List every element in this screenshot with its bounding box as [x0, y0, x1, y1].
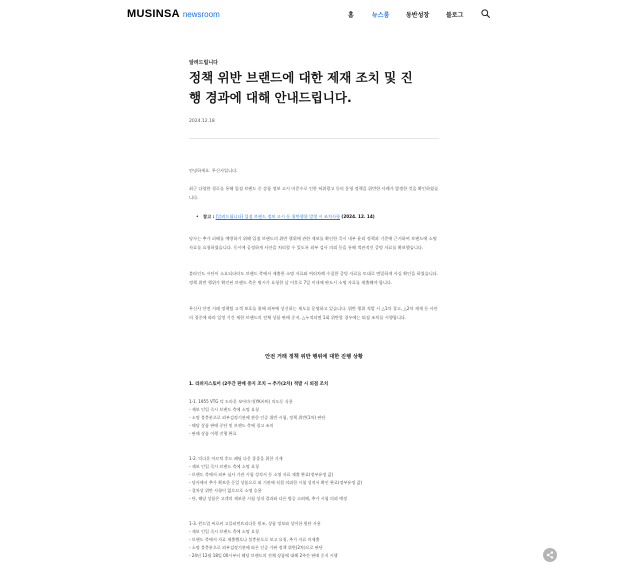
greeting-text: 안녕하세요. 무신사입니다. — [189, 168, 238, 173]
section-title: 안전 거래 정책 위반 행위에 대한 진행 상황 — [265, 354, 363, 360]
list-item: - 제보 인입 즉시 브랜드 측에 소명 요청 — [189, 464, 259, 469]
title-divider — [189, 138, 439, 139]
nav-blog[interactable]: 블로그 — [446, 12, 464, 19]
nav-home[interactable]: 홈 — [348, 12, 354, 19]
list-item: - 소명 불충분으로 외부검정기관에 따른 인증 가판 정책 위반(2차)으로 판단 — [189, 545, 323, 550]
list-item: - 브랜드 측에서 외부 심사 기관 시험 성적서 등 소명 자료 제출 완료(정부유정 값) — [189, 472, 334, 477]
list-item: - 브랜드 측에서 자료 제출했으나 불충분으로 보고 요청, 추가 자료 미제출 — [189, 537, 320, 542]
intro-paragraph: 최근 다양한 경로를 통해 입점 브랜드 중 상품 정보 고시 미준수로 인한 허위광고 등의 운영 정책을 위반한 사례가 발생한 것을 확인하였습니다. — [189, 186, 439, 200]
article-title-line2: 행 경과에 대해 안내드립니다. — [189, 90, 352, 105]
logo-sub-text: newsroom — [182, 10, 220, 19]
paragraph-3: 무신사 안전 거래 정책팀 고객 보호를 위해 외부에 상신하는 제도를 운영하고 있습니다. 위반 행위 적발 시 △1차 경고, △2차 제재 등 사안의 경중에 따라 일정 기간 제한 브랜드의 전체 상품 판매 중지, △누적되면 1회 위반할 경우에는 퇴점 조치를 시행합니다. — [189, 306, 438, 320]
list-item: - 절차상 위반 사항이 없으므로 소명 승용 — [189, 488, 262, 493]
reference-label: 참고 : — [203, 214, 215, 219]
share-icon — [546, 551, 554, 559]
list-item: - 제보 인입 즉시 브랜드 측에 소명 요청 — [189, 529, 259, 534]
list-item: 1-1. 1955 VTG 덕 드라운 보아마기(YK커버) 의도동 식용 — [189, 399, 293, 404]
share-button[interactable] — [543, 548, 557, 562]
case-group-2 — [189, 455, 439, 503]
search-icon[interactable] — [481, 9, 490, 18]
article-date: 2024.12.18 — [189, 119, 215, 124]
list-item: - 해당 상품 판매 중단 및 브랜드 측에 경고 조치 — [189, 423, 274, 428]
musinsa-newsroom-logo[interactable] — [127, 8, 220, 20]
nav-newsroom[interactable]: 뉴스룸 — [372, 12, 390, 19]
logo-main-text: MUSINSA — [127, 8, 180, 20]
list-item: 1-2. 덕다운 아르틱 후드 패딩 다운 종종을 위한 기재 — [189, 456, 283, 461]
reference-date: (2024. 12. 14) — [341, 214, 375, 219]
paragraph-1: 당사는 추가 피해를 예방하기 위해 입점 브랜드의 위반 행위에 관한 제보를 확인한 즉시 내부 윤리 정책과 기준에 근거하여 브랜드에 소명 자료를 요청하였습니다. 동시에 공정하게 사안을 처리할 수 있도록 외부 검사 의뢰 등을 통해 객관적인 증빙 자료를 확보했습니다. — [189, 236, 437, 250]
bullet-dot: • — [196, 214, 199, 219]
article-title — [189, 68, 439, 108]
case-group-3 — [189, 520, 439, 560]
list-item: - 당사에서 추가 확보한 동일 상품으로 외 기관에 직접 의뢰한 시험 성적서 확인 완료(정부유정 값) — [189, 480, 363, 485]
site-header — [0, 0, 640, 30]
list-item: - 판매 상품 이행 진행 완료 — [189, 431, 237, 436]
article-title-line1: 정책 위반 브랜드에 대한 제재 조치 및 진 — [189, 70, 413, 85]
list-item: - 소명 불충분으로 외부검정기관에 관한 인증 위반 시험, 정책 위반(1차) 판단 — [189, 415, 326, 420]
nav-shared-growth[interactable]: 동반성장 — [406, 12, 430, 19]
paragraph-2: 블라인드 시단이 소요되더라도 브랜드 측에서 제출한 소명 자료와 여러차례 수집한 증빙 자료를 토대로 면밀하게 사실 확인을 하였습니다. 정책 위반 행위가 확인된 브랜드 측은 명시가 요청한 날 이후로 7일 이내에 판도시 소명 자료를 제출해야 합니다. — [189, 271, 439, 285]
case-group-1 — [189, 398, 439, 438]
list-item: - 24년 12월 18일 00시부터 해당 브랜드의 전체 상품에 대해 2주간 판매 중지 시행 — [189, 553, 338, 558]
reference-item — [196, 213, 441, 221]
article-category: 알려드립니다 — [189, 60, 218, 66]
sub-heading: 1. 라퍼지스토어 (2주간 판매 중지 조치 → 추가(2차) 적발 시 퇴점 조치 — [189, 382, 329, 387]
list-item: - 단, 해당 상품은 고객의 제보한 시험 성적 결과와 다른 방증 고려해, 추가 시험 의뢰 예정 — [189, 496, 348, 501]
reference-link[interactable]: [알려드립니다] 입점 브랜드 정보 고시 등 위반행위 발생 시 조치사항 — [215, 214, 341, 219]
list-item: 1-3. 윈드업 씨로커 고플러먼트리다운 원조, 상품 정보와 상이한 원단 사용 — [189, 521, 321, 526]
list-item: - 제보 인입 즉시 브랜드 측에 소명 요청 — [189, 407, 259, 412]
